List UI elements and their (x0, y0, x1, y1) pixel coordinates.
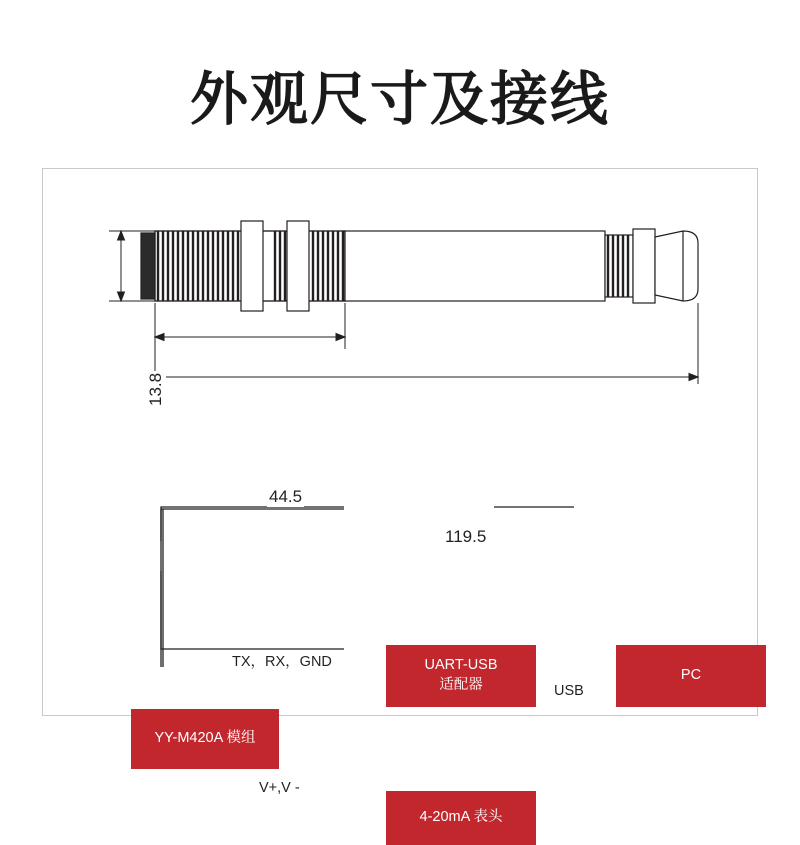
diagram-panel (42, 168, 758, 826)
dimension-label-thread-length: 44.5 (269, 487, 303, 506)
box-module (131, 709, 279, 769)
page-title: 外观尺寸及接线 (189, 65, 610, 133)
wire-label-analog: V+,V - (256, 780, 303, 796)
wire-label-uart: TX，RX，GND (229, 650, 335, 671)
box-module-label: YY-M420A 模组 (154, 730, 256, 747)
wiring-lines (161, 509, 344, 667)
dimension-label-total-length: 119.5 (445, 527, 487, 546)
box-adapter-label-line2: 适配器 (439, 677, 483, 693)
dimension-total-length (155, 303, 698, 384)
box-pc-label: PC (680, 667, 702, 684)
box-pc (616, 645, 766, 707)
box-uart-usb-adapter (386, 645, 536, 707)
box-adapter-label-line1: UART-USB (424, 657, 498, 674)
wiring-paths (161, 507, 574, 649)
diagram-svg (43, 169, 757, 715)
sensor-outline (141, 221, 698, 311)
box-meter-label: 4-20mA 表头 (419, 809, 503, 826)
wire-label-usb: USB (551, 683, 587, 699)
dimension-label-diameter: 13.8 (146, 372, 165, 406)
box-meter (386, 791, 536, 845)
